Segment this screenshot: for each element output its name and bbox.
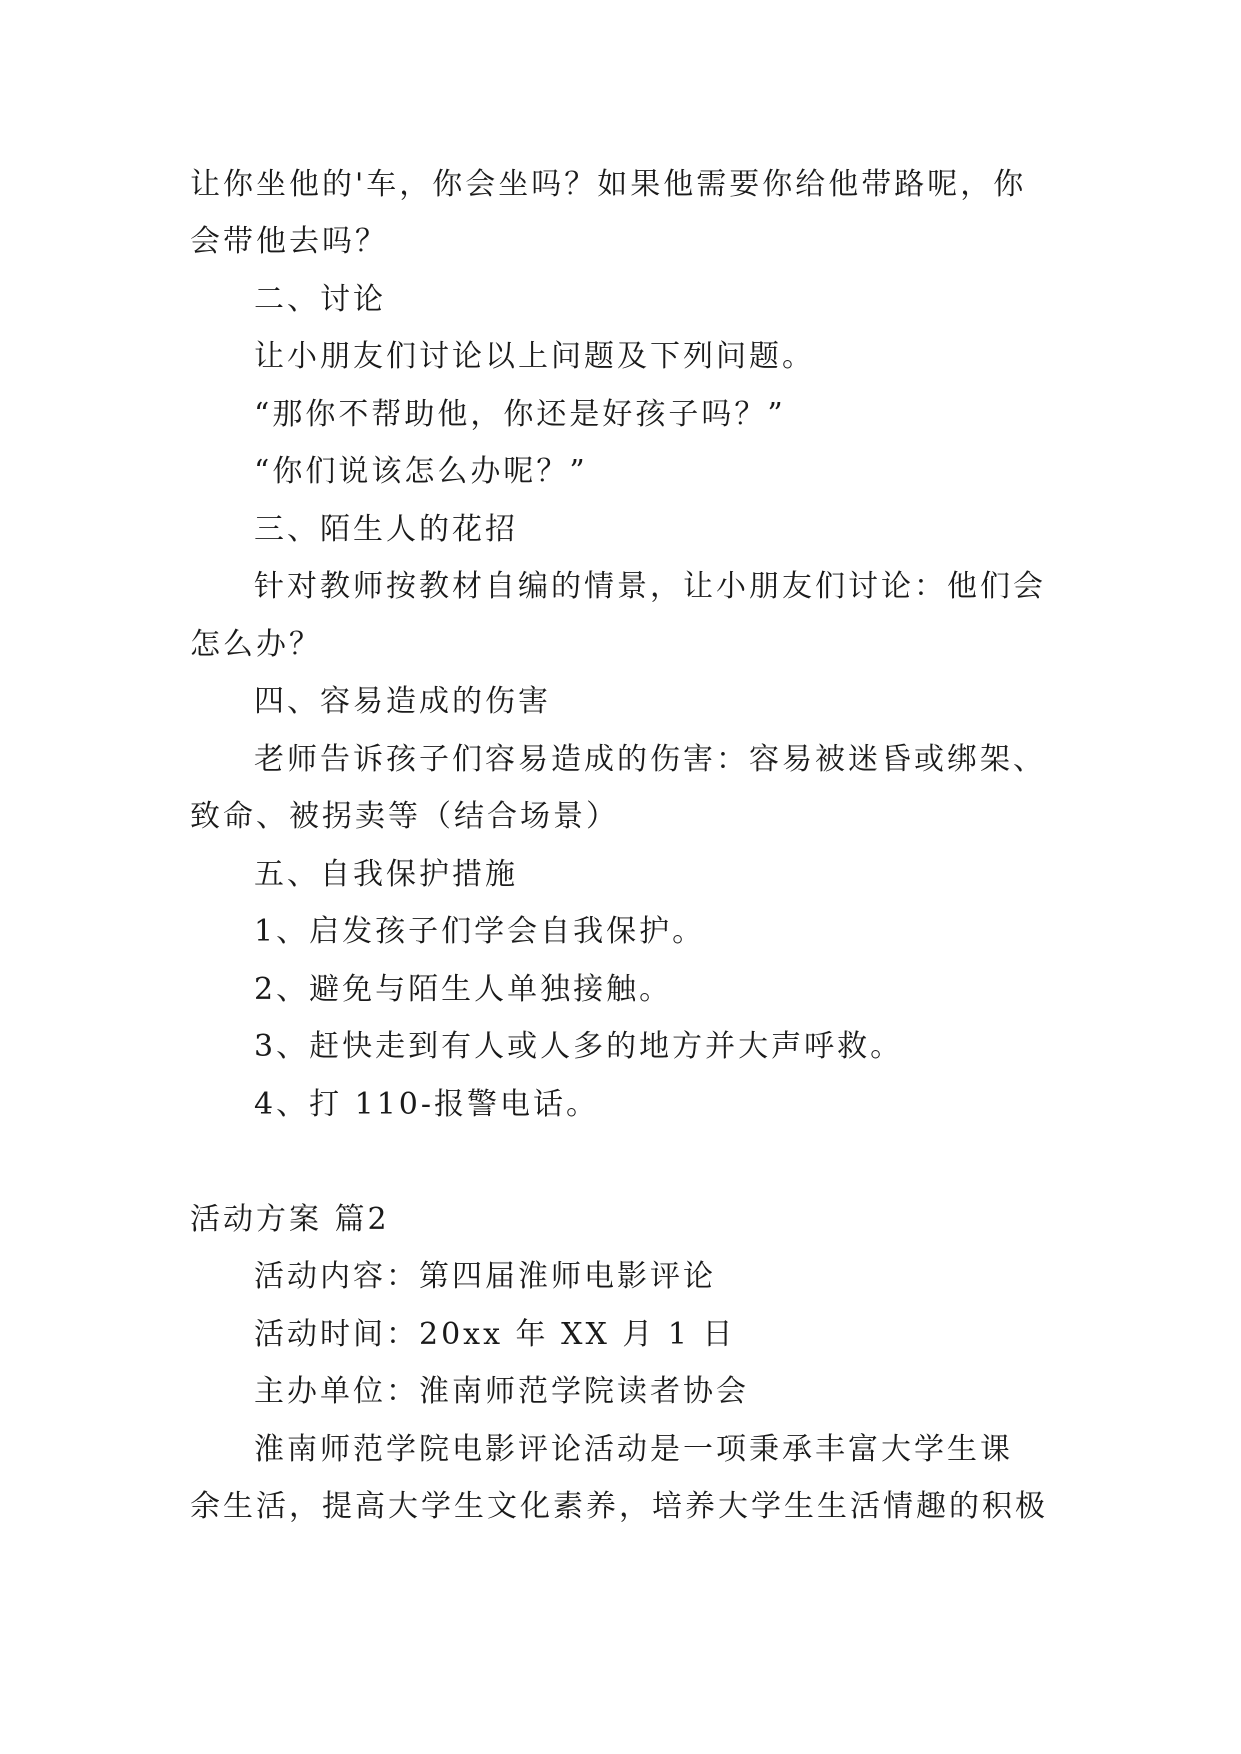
body-text-line: 让小朋友们讨论以上问题及下列问题。 xyxy=(254,339,815,374)
body-text-line: 针对教师按教材自编的情景，让小朋友们讨论：他们会 xyxy=(254,569,1046,604)
body-text-line: 致命、被拐卖等（结合场景） xyxy=(190,799,619,834)
body-text-line: 会带他去吗？ xyxy=(190,224,388,259)
section-heading: 四、容易造成的伤害 xyxy=(254,684,551,719)
body-text-line: 活动时间：20xx 年 XX 月 1 日 xyxy=(254,1317,736,1352)
document-title: 活动方案 篇2 xyxy=(190,1202,390,1237)
body-text-line: 余生活，提高大学生文化素养，培养大学生生活情趣的积极 xyxy=(190,1489,1048,1524)
list-item: 2、避免与陌生人单独接触。 xyxy=(254,972,673,1007)
list-item: 3、赶快走到有人或人多的地方并大声呼救。 xyxy=(254,1029,904,1064)
quote-line: “那你不帮助他，你还是好孩子吗？” xyxy=(254,397,786,432)
list-item: 4、打 110-报警电话。 xyxy=(254,1087,600,1122)
list-item: 1、启发孩子们学会自我保护。 xyxy=(254,914,706,949)
section-heading: 五、自我保护措施 xyxy=(254,857,518,892)
section-heading: 二、讨论 xyxy=(254,282,386,317)
body-text-line: 让你坐他的'车，你会坐吗？如果他需要你给他带路呢，你 xyxy=(190,167,1027,202)
body-text-line: 主办单位：淮南师范学院读者协会 xyxy=(254,1374,749,1409)
body-text-line: 怎么办？ xyxy=(190,627,322,662)
body-text-line: 老师告诉孩子们容易造成的伤害：容易被迷昏或绑架、 xyxy=(254,742,1046,777)
body-text-line: 活动内容：第四届淮师电影评论 xyxy=(254,1259,716,1294)
quote-line: “你们说该怎么办呢？” xyxy=(254,454,588,489)
body-text-line: 淮南师范学院电影评论活动是一项秉承丰富大学生课 xyxy=(254,1432,1013,1467)
section-heading: 三、陌生人的花招 xyxy=(254,512,518,547)
